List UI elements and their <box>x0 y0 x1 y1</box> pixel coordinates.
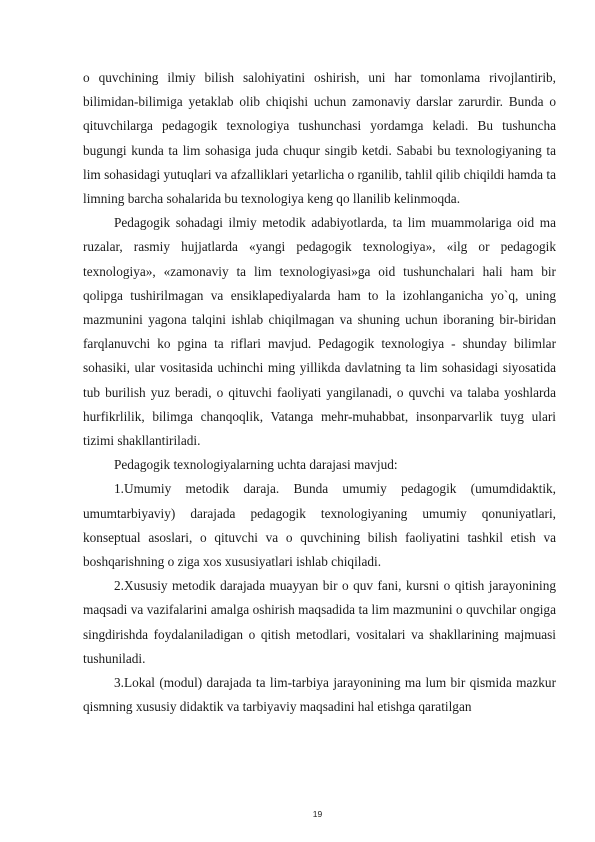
paragraph-1: o quvchining ilmiy bilish salohiyatini oshirish, uni har tomonlama rivojlantirib, bilimidan-bilimiga yetaklab olib chiqishi uchun zamonaviy darslar zarurdir. Bunda o qituvchilarga pedagogik texnologiya tushunchasi yordamga keladi. Bu tushuncha bugungi kunda ta lim sohasiga juda chuqur singib ketdi. Sababi bu texnologiyaning ta lim sohasidagi yutuqlari va afzalliklari yetarlicha o rganilib, tahlil qilib chiqildi hamda ta limning barcha sohalarida bu texnologiya keng qo llanilib kelinmoqda. <box>83 70 556 207</box>
paragraph-4: 1.Umumiy metodik daraja. Bunda umumiy pedagogik (umumdidaktik, umumtarbiyaviy) darajada pedagogik texnologiyaning umumiy qonuniyatlari, konseptual asoslari, o qituvchi va o quvchining bilish faoliyatini tashkil etish va boshqarishning o ziga xos xususiyatlari ishlab chiqiladi. <box>83 481 556 570</box>
paragraph-3: Pedagogik texnologiyalarning uchta darajasi mavjud: <box>114 457 398 473</box>
paragraph-6: 3.Lokal (modul) darajada ta lim-tarbiya jarayonining ma lum bir qismida mazkur qismning xususiy didaktik va tarbiyaviy maqsadini hal etishga qaratilgan <box>83 675 556 715</box>
body-text <box>83 66 556 719</box>
page-number: 19 <box>312 809 323 819</box>
paragraph-5: 2.Xususiy metodik darajada muayyan bir o quv fani, kursni o qitish jarayonining maqsadi va vazifalarini amalga oshirish maqsadida ta lim mazmunini o quvchilar ongiga singdirishda foydalaniladigan o qitish metodlari, vositalari va shakllarining majmuasi tushuniladi. <box>83 578 556 666</box>
paragraph-2: Pedagogik sohadagi ilmiy metodik adabiyotlarda, ta lim muammolariga oid ma ruzalar, rasmiy hujjatlarda «yangi pedagogik texnologiya», «ilg or pedagogik texnologiya», «zamonaviy ta lim texnologiyasi»ga oid tushunchalari hali ham bir qolipga tushirilmagan va ensiklapediyalarda ham to la izohlanganicha yo`q, uning mazmunini yagona talqini ishlab chiqilmagan va shuning uchun iboraning bir-biridan farqlanuvchi ko pgina ta riflari mavjud. Pedagogik texnologiya - shunday bilimlar sohasiki, ular vositasida uchinchi ming yillikda davlatning ta lim sohasidagi siyosatida tub burilish yuz beradi, o qituvchi faoliyati yangilanadi, o quvchi va talaba yoshlarda hurfikrlilik, bilimga chanqoqlik, Vatanga mehr-muhabbat, insonparvarlik tuyg ulari tizimi shakllantiriladi. <box>83 215 556 449</box>
